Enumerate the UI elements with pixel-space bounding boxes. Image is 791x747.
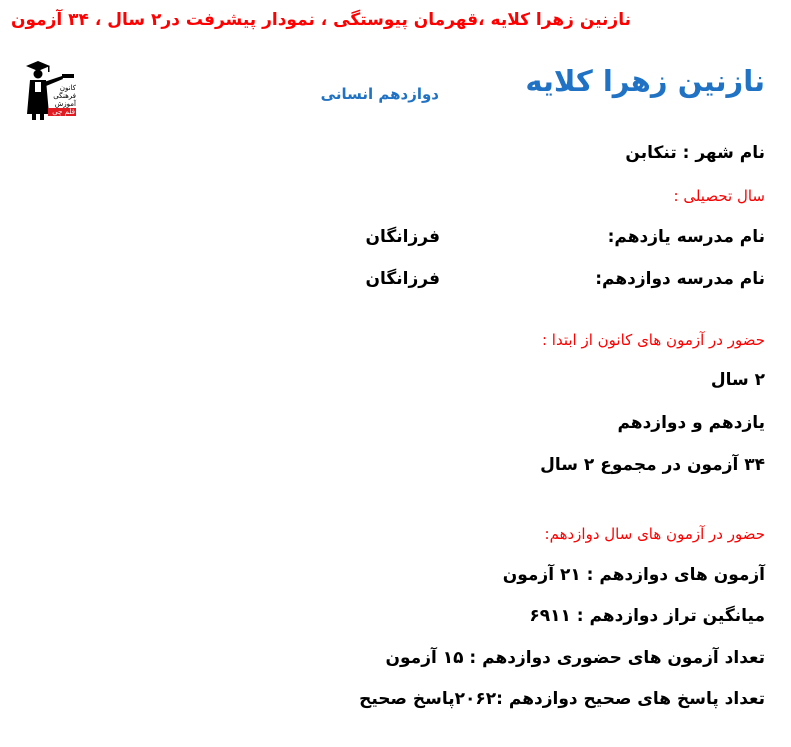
- page-headline: نازنین زهرا کلایه ،قهرمان پیوستگی ، نمودار پیشرفت در۲ سال ، ۳۴ آزمون: [10, 10, 631, 30]
- presence-years: ۲ سال: [710, 370, 765, 390]
- presence-label: حضور در آزمون های کانون از ابتدا :: [541, 331, 765, 349]
- grade-label: دوازدهم انسانی: [320, 85, 439, 103]
- city-line: نام شهر : تنکابن: [625, 143, 765, 163]
- presence-grades: یازدهم و دوازدهم: [617, 413, 765, 433]
- logo-text: [48, 84, 76, 116]
- grade12-correct-answers: تعداد پاسخ های صحیح دوازدهم :۲۰۶۲پاسخ صحیح: [359, 689, 765, 709]
- logo-text-line: کانون: [59, 84, 76, 92]
- grade12-average-score: میانگین تراز دوازدهم : ۶۹۱۱: [529, 606, 765, 626]
- grade12-label: حضور در آزمون های سال دوازدهم:: [544, 525, 765, 543]
- school-11-label: نام مدرسه یازدهم:: [607, 227, 765, 247]
- grade12-exams: آزمون های دوازدهم : ۲۱ آزمون: [502, 565, 765, 585]
- student-name: نازنین زهرا کلایه: [525, 64, 765, 98]
- logo-text-line: قلم چی: [48, 108, 76, 116]
- logo-text-line: فرهنگی: [53, 92, 76, 100]
- school-12-label: نام مدرسه دوازدهم:: [595, 269, 765, 289]
- school-12-value: فرزانگان: [365, 269, 440, 289]
- academic-year-label: سال تحصیلی :: [673, 187, 765, 205]
- presence-total: ۳۴ آزمون در مجموع ۲ سال: [540, 455, 765, 475]
- grade12-in-person: تعداد آزمون های حضوری دوازدهم : ۱۵ آزمون: [385, 648, 765, 668]
- school-11-value: فرزانگان: [365, 227, 440, 247]
- logo-text-line: آموزش: [54, 100, 76, 108]
